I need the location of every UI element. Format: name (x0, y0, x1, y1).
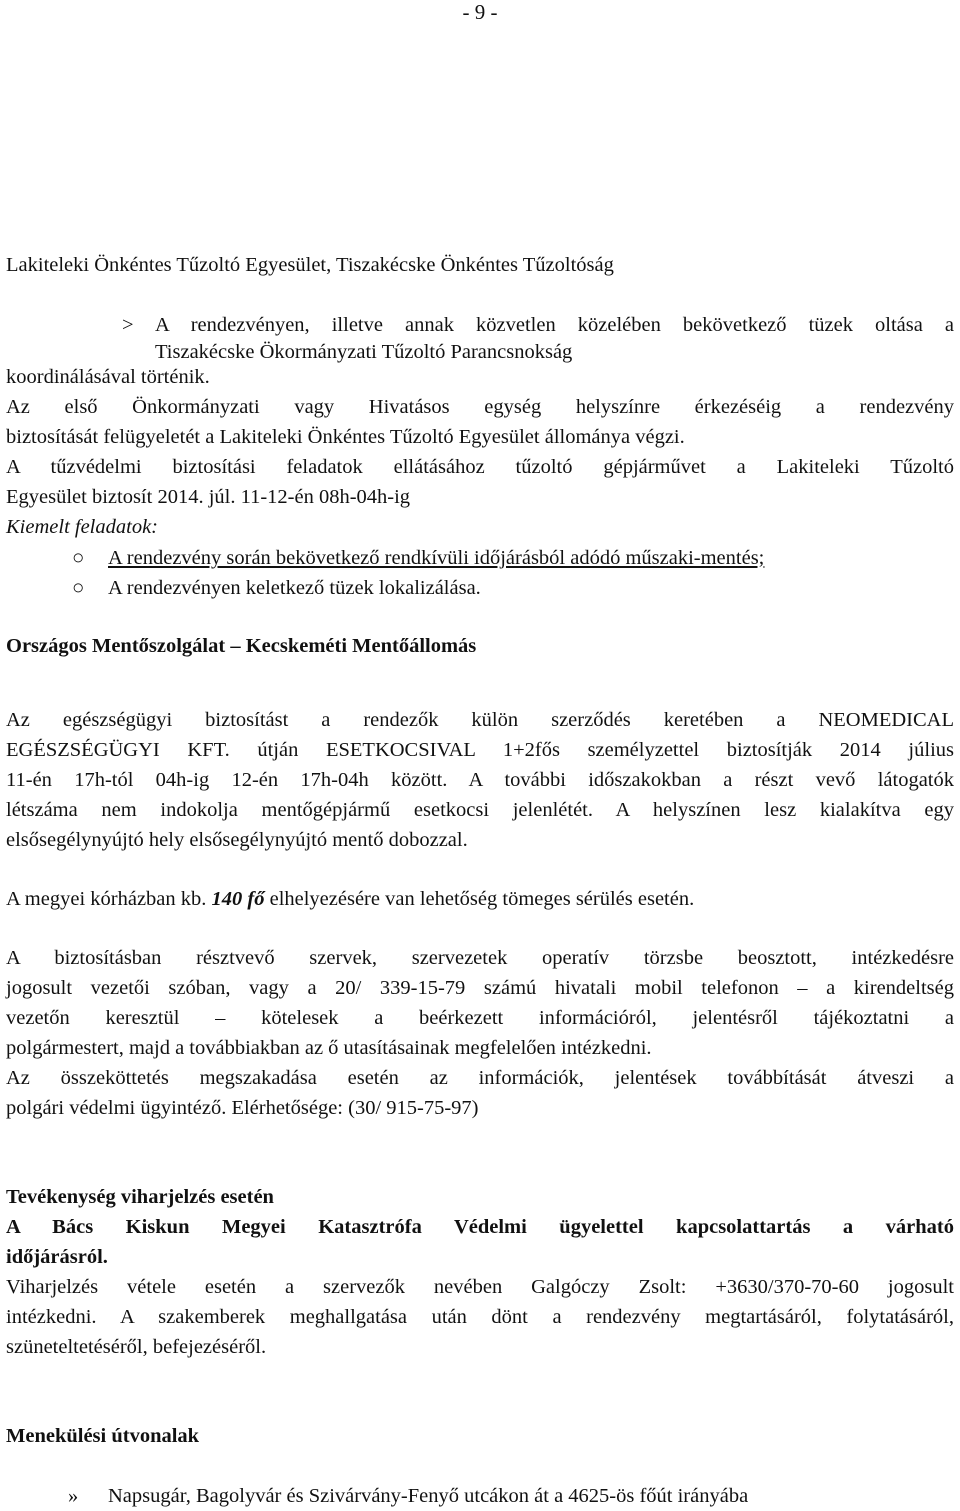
arrow-item-line-2: Tiszakécske Ökormányzati Tűzoltó Parancsnokság (155, 341, 573, 363)
hospital-capacity-text-after: elhelyezésére van lehetőség tömeges sérülés esetén. (264, 888, 695, 910)
fire-vehicle-paragraph-line-1: A tűzvédelmi biztosítási feladatok ellátásához tűzoltó gépjárművet a Lakiteleki Tűzoltó (6, 456, 954, 478)
task-item-2: A rendezvényen keletkező tüzek lokalizálása. (108, 577, 481, 599)
storm-paragraph-line-3: szüneteltetéséről, befejezéséről. (6, 1336, 267, 1358)
escape-route-item-1: Napsugár, Bagolyvár és Szivárvány-Fenyő utcákon át a 4625-ös főút irányába (108, 1485, 749, 1507)
command-paragraph-line-2: jogosult vezetői szóban, vagy a 20/ 339-15-79 számú hivatali mobil telefonon – a kirendeltség (6, 977, 954, 999)
arrow-item-line-1: A rendezvényen, illetve annak közvetlen közelében bekövetkező tüzek oltása a (155, 314, 954, 336)
coordination-line: koordinálásával történik. (6, 366, 210, 388)
communication-paragraph-line-1: Az összeköttetés megszakadása esetén az információk, jelentések továbbítását átveszi a (6, 1067, 954, 1089)
arrow-bullet-marker: > (122, 314, 134, 336)
task-item-1: A rendezvény során bekövetkező rendkívüli időjárásból adódó műszaki-mentés; (108, 547, 765, 569)
ambulance-paragraph-line-1: Az egészségügyi biztosítást a rendezők külön szerződés keretében a NEOMEDICAL (6, 709, 954, 731)
storm-contact-bold-line-2: időjárásról. (6, 1246, 108, 1268)
first-unit-paragraph-line-1: Az első Önkormányzati vagy Hivatásos egység helyszínre érkezéséig a rendezvény (6, 396, 954, 418)
storm-paragraph-line-1: Viharjelzés vétele esetén a szervezők nevében Galgóczy Zsolt: +3630/370-70-60 jogosult (6, 1276, 954, 1298)
ambulance-paragraph-line-5: elsősegélynyújtó hely elsősegélynyújtó mentő dobozzal. (6, 829, 468, 851)
hospital-capacity-count: 140 fő (211, 888, 265, 910)
storm-section-heading: Tevékenység viharjelzés esetén (6, 1186, 274, 1208)
ambulance-paragraph-line-2: EGÉSZSÉGÜGYI KFT. útján ESETKOCSIVAL 1+2fős személyzettel biztosítják 2014 július (6, 739, 954, 761)
task-bullet-2: ○ (72, 577, 85, 599)
page-number: - 9 - (462, 0, 498, 24)
command-paragraph-line-1: A biztosításban résztvevő szervek, szervezetek operatív törzsbe beosztott, intézkedésre (6, 947, 954, 969)
storm-contact-bold-line-1: A Bács Kiskun Megyei Katasztrófa Védelmi ügyelettel kapcsolattartás a várható (6, 1216, 954, 1238)
escape-section-heading: Menekülési útvonalak (6, 1425, 200, 1447)
fire-vehicle-paragraph-line-2: Egyesület biztosít 2014. júl. 11-12-én 08h-04h-ig (6, 486, 411, 508)
command-paragraph-line-3: vezetőn keresztül – kötelesek a beérkezett információról, jelentésről tájékoztatni a (6, 1007, 954, 1029)
first-unit-paragraph-line-2: biztosítását felügyeletét a Lakiteleki Önkéntes Tűzoltó Egyesület állománya végzi. (6, 426, 685, 448)
hospital-capacity-text-before: A megyei kórházban kb. (6, 888, 212, 910)
ambulance-section-heading: Országos Mentőszolgálat – Kecskeméti Mentőállomás (6, 635, 477, 657)
storm-paragraph-line-2: intézkedni. A szakemberek meghallgatása után dönt a rendezvény megtartásáról, folytatásáról, (6, 1306, 954, 1328)
ambulance-paragraph-line-4: létszáma nem indokolja mentőgépjármű esetkocsi jelenlétét. A helyszínen lesz kialakítva egy (6, 799, 954, 821)
ambulance-paragraph-line-3: 11-én 17h-tól 04h-ig 12-én 17h-04h között. A további időszakokban a részt vevő látogatók (6, 769, 954, 791)
task-bullet-1: ○ (72, 547, 85, 569)
highlighted-tasks-label: Kiemelt feladatok: (6, 516, 158, 538)
communication-paragraph-line-2: polgári védelmi ügyintéző. Elérhetősége: (30/ 915-75-97) (6, 1097, 479, 1119)
fire-section-heading: Lakiteleki Önkéntes Tűzoltó Egyesület, Tiszakécske Önkéntes Tűzoltóság (6, 254, 614, 276)
command-paragraph-line-4: polgármestert, majd a továbbiakban az ő utasításainak megfelelően intézkedni. (6, 1037, 652, 1059)
escape-bullet-marker: » (68, 1485, 79, 1507)
hospital-capacity-line (6, 884, 954, 914)
